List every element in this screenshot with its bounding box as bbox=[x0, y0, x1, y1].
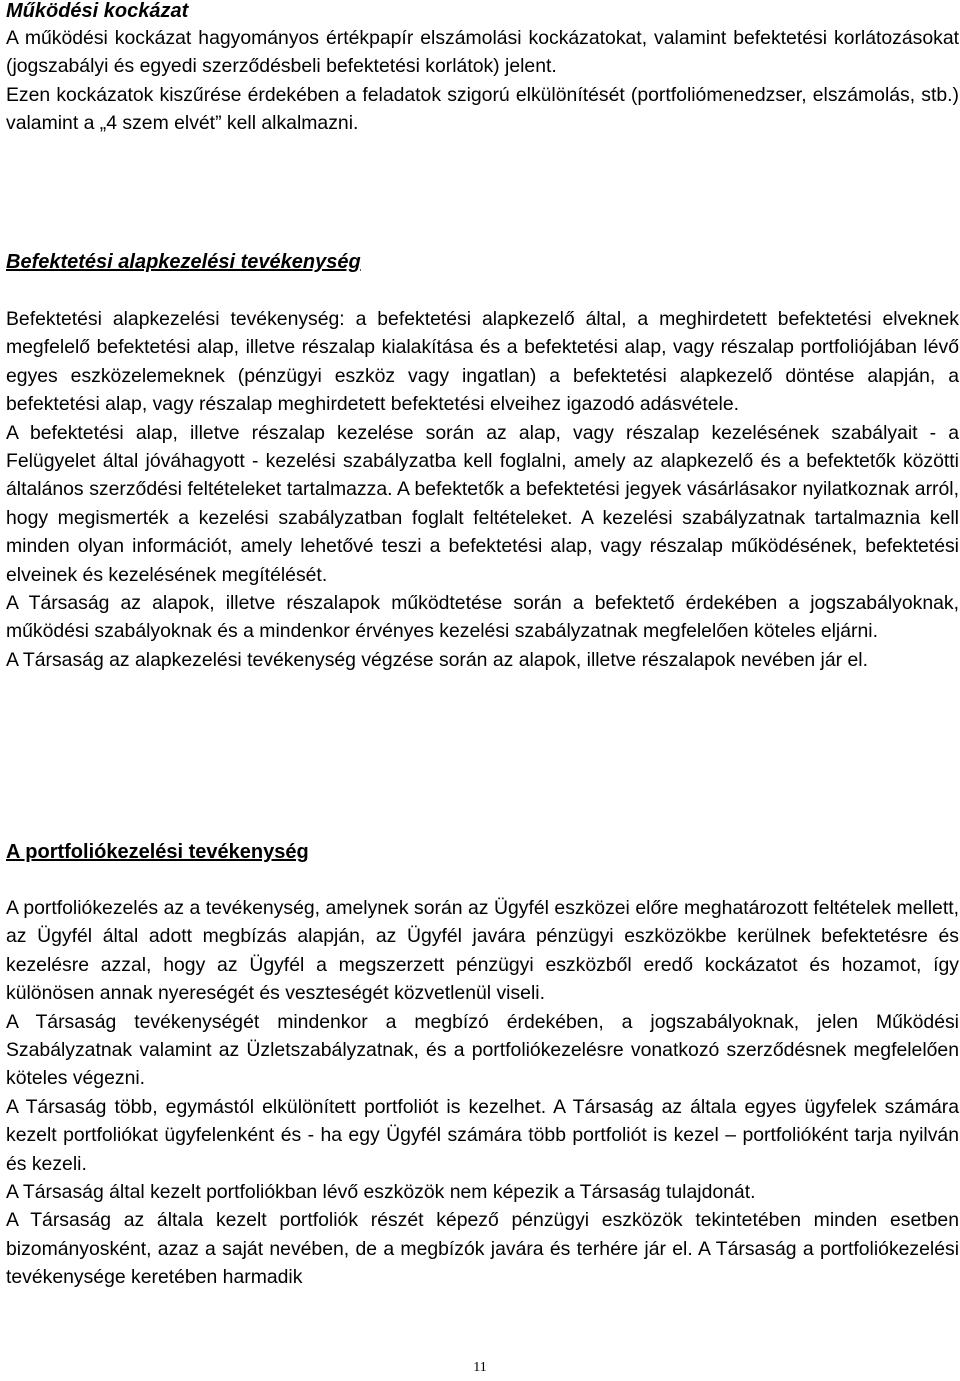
paragraph: A befektetési alap, illetve részalap kezelése során az alap, vagy részalap kezelésének szabályait - a Felügyelet által jóváhagyott - kezelési szabályzatba kell foglalni, amely az alapkezelő és a befektetők közötti általános szerződési feltételeket tartalmazza. A befektetők a befektetési jegyek vásárlásakor nyilatkoznak arról, hogy megismerték a kezelési szabályzatban foglalt feltételeket. A kezelési szabályzatnak tartalmaznia kell minden olyan információt, amely lehetővé teszi a befektetési alap, vagy részalap működésének, befektetési elveinek és kezelésének megítélését. bbox=[6, 421, 959, 586]
paragraph: Ezen kockázatok kiszűrése érdekében a feladatok szigorú elkülönítését (portfoliómenedzser, elszámolás, stb.) valamint a „4 szem elvét” kell alkalmazni. bbox=[6, 83, 959, 135]
section-heading-fund-management: Befektetési alapkezelési tevékenység bbox=[6, 251, 361, 273]
section-heading-portfolio: A portfoliókezelési tevékenység bbox=[6, 841, 309, 863]
section-operational-risk-body bbox=[6, 24, 959, 138]
paragraph: A portfoliókezelés az a tevékenység, amelynek során az Ügyfél eszközei előre meghatározott feltételek mellett, az Ügyfél által adott megbízás alapján, az Ügyfél javára pénzügyi eszközökbe kerülnek befektetésre és kezelésre azzal, hogy az Ügyfél a megszerzett pénzügyi eszközből eredő kockázatot és hozamot, így különösen annak nyereségét és veszteségét közvetlenül viseli. bbox=[6, 897, 959, 1005]
section-fund-management-body bbox=[6, 305, 959, 674]
paragraph: A Társaság által kezelt portfoliókban lévő eszközök nem képezik a Társaság tulajdonát. bbox=[6, 1181, 756, 1204]
paragraph: A Társaság az általa kezelt portfoliók részét képező pénzügyi eszközök tekintetében minden esetben bizományosként, azaz a saját nevében, de a megbízók javára és terhére jár el. A Társaság a portfoliókezelési tevékenysége keretében harmadik bbox=[6, 1209, 959, 1289]
paragraph: A Társaság több, egymástól elkülönített portfoliót is kezelhet. A Társaság az általa egyes ügyfelek számára kezelt portfoliókat ügyfelenként és - ha egy Ügyfél számára több portfoliót is kezel – portfolióként tarja nyilván és kezeli. bbox=[6, 1095, 959, 1175]
paragraph: A Társaság az alapkezelési tevékenység végzése során az alapok, illetve részalapok nevében jár el. bbox=[6, 648, 868, 671]
paragraph: A Társaság tevékenységét mindenkor a megbízó érdekében, a jogszabályoknak, jelen Működési Szabályzatnak valamint az Üzletszabályzatnak, és a portfoliókezelésre vonatkozó szerződésnek megfelelően köteles végezni. bbox=[6, 1010, 959, 1090]
paragraph: A Társaság az alapok, illetve részalapok működtetése során a befektető érdekében a jogszabályoknak, működési szabályoknak és a mindenkor érvényes kezelési szabályzatnak megfelelően köteles eljárni. bbox=[6, 592, 959, 643]
paragraph: A működési kockázat hagyományos értékpapír elszámolási kockázatokat, valamint befektetési korlátozásokat (jogszabályi és egyedi szerződésbeli befektetési korlátok) jelent. bbox=[6, 27, 959, 78]
page-number: 11 bbox=[473, 1360, 487, 1375]
section-portfolio-body bbox=[6, 894, 959, 1292]
paragraph: Befektetési alapkezelési tevékenység: a befektetési alapkezelő által, a meghirdetett befektetési elveknek megfelelő befektetési alap, illetve részalap kialakítása és a befektetési alap, vagy részalap portfoliójában lévő egyes eszközelemeknek (pénzügyi eszköz vagy ingatlan) a befektetési alapkezelő döntése alapján, a befektetési alap, vagy részalap meghirdetett befektetési elveihez igazodó adásvétele. bbox=[6, 308, 959, 416]
section-heading-operational-risk: Működési kockázat bbox=[6, 0, 189, 22]
